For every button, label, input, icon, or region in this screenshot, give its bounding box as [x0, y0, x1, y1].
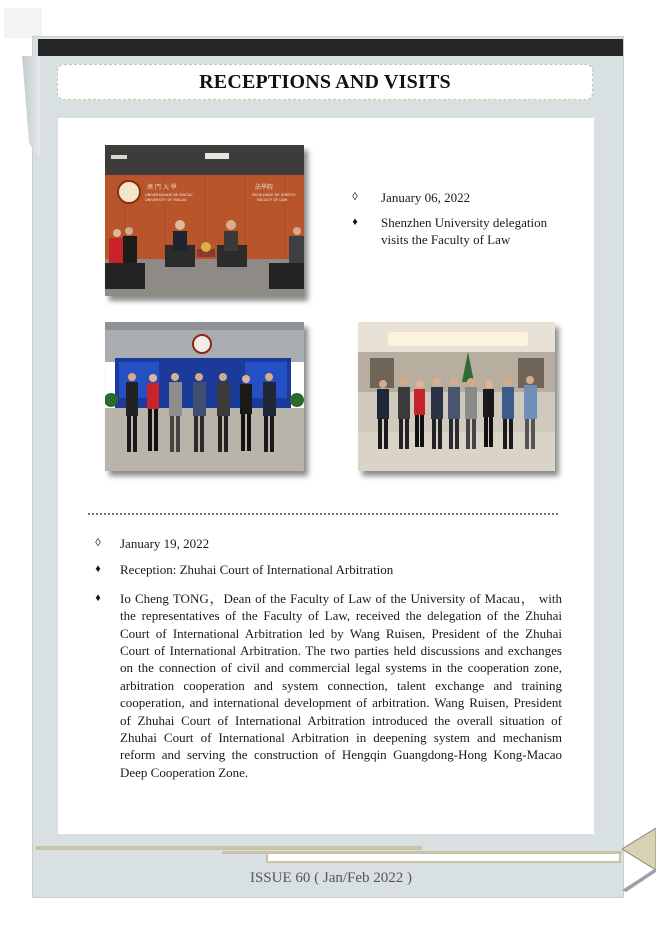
event1-description-item — [345, 214, 565, 248]
photo-group-stage — [105, 322, 304, 471]
event2-list — [88, 535, 562, 790]
footer-deco-line-2 — [222, 851, 622, 854]
footer-deco-line — [36, 846, 422, 850]
event2-body-text: Io Cheng TONG，Dean of the Faculty of Law of the University of Macau， with the representatives of the Faculty of Law, received the delegation of the Zhuhai Court of International Arbitration led by Wang Ruisen, President of the Zhuhai Court of International Arbitration. The two parties held discussions and exchanges on the connection of civil and commercial legal systems in the cooperation zone, arbitration cooperation and system connection, talent exchange and training cooperation, and international development of arbitration. Wang Ruisen, President of Zhuhai Court of International Arbitration introduced the overall situation of Zhuhai Court of International Arbitration in deepening system and mechanism reform and serving the construction of Hengqin Guangdong-Hong Kong-Macao Deep Cooperation Zone. — [120, 590, 562, 780]
sign-left-sub1: UNIVERSIDADE DE MACAU — [145, 193, 193, 197]
event1-list — [345, 189, 565, 256]
photo-meeting-room — [105, 145, 304, 296]
photo-meeting-image — [105, 145, 304, 296]
diamond-outline-icon: ◊ — [95, 537, 101, 549]
issue-footer: ISSUE 60 ( Jan/Feb 2022 ) — [249, 870, 413, 886]
title-box — [57, 64, 593, 100]
dotted-separator — [88, 503, 558, 515]
event2-body-item — [88, 590, 562, 781]
event2-reception: Reception: Zhuhai Court of International Arbitration — [120, 562, 394, 578]
diamond-filled-icon: ♦ — [352, 216, 358, 228]
sign-right-sub2: FACULTY OF LAW — [257, 198, 288, 202]
page-title: RECEPTIONS AND VISITS — [199, 70, 451, 93]
event2-date-item — [88, 535, 562, 552]
event1-date-item — [345, 189, 565, 206]
event2-date: January 19, 2022 — [120, 536, 210, 551]
corner-mark — [4, 8, 42, 38]
diamond-filled-icon: ♦ — [95, 563, 101, 576]
photo-group-stage-image — [105, 322, 304, 471]
sign-left-sub2: UNIVERSITY OF MACAU — [145, 198, 187, 202]
sign-right-text: 法學院 — [255, 184, 274, 191]
left-flap-decoration — [22, 56, 40, 158]
event2-reception-item — [88, 561, 562, 578]
top-bar — [38, 39, 623, 56]
photo-group-lobby-image — [358, 322, 555, 471]
photo-group-lobby — [358, 322, 555, 471]
event1-description: Shenzhen University delegation visits the Faculty of Law — [381, 215, 548, 247]
diamond-filled-icon: ♦ — [95, 591, 101, 604]
diamond-outline-icon: ◊ — [352, 191, 358, 203]
event1-date: January 06, 2022 — [381, 190, 471, 205]
sign-left-text: 澳 門 大 學 — [147, 184, 177, 191]
sign-right-sub1: FACULDADE DE DIREITO — [252, 193, 296, 197]
